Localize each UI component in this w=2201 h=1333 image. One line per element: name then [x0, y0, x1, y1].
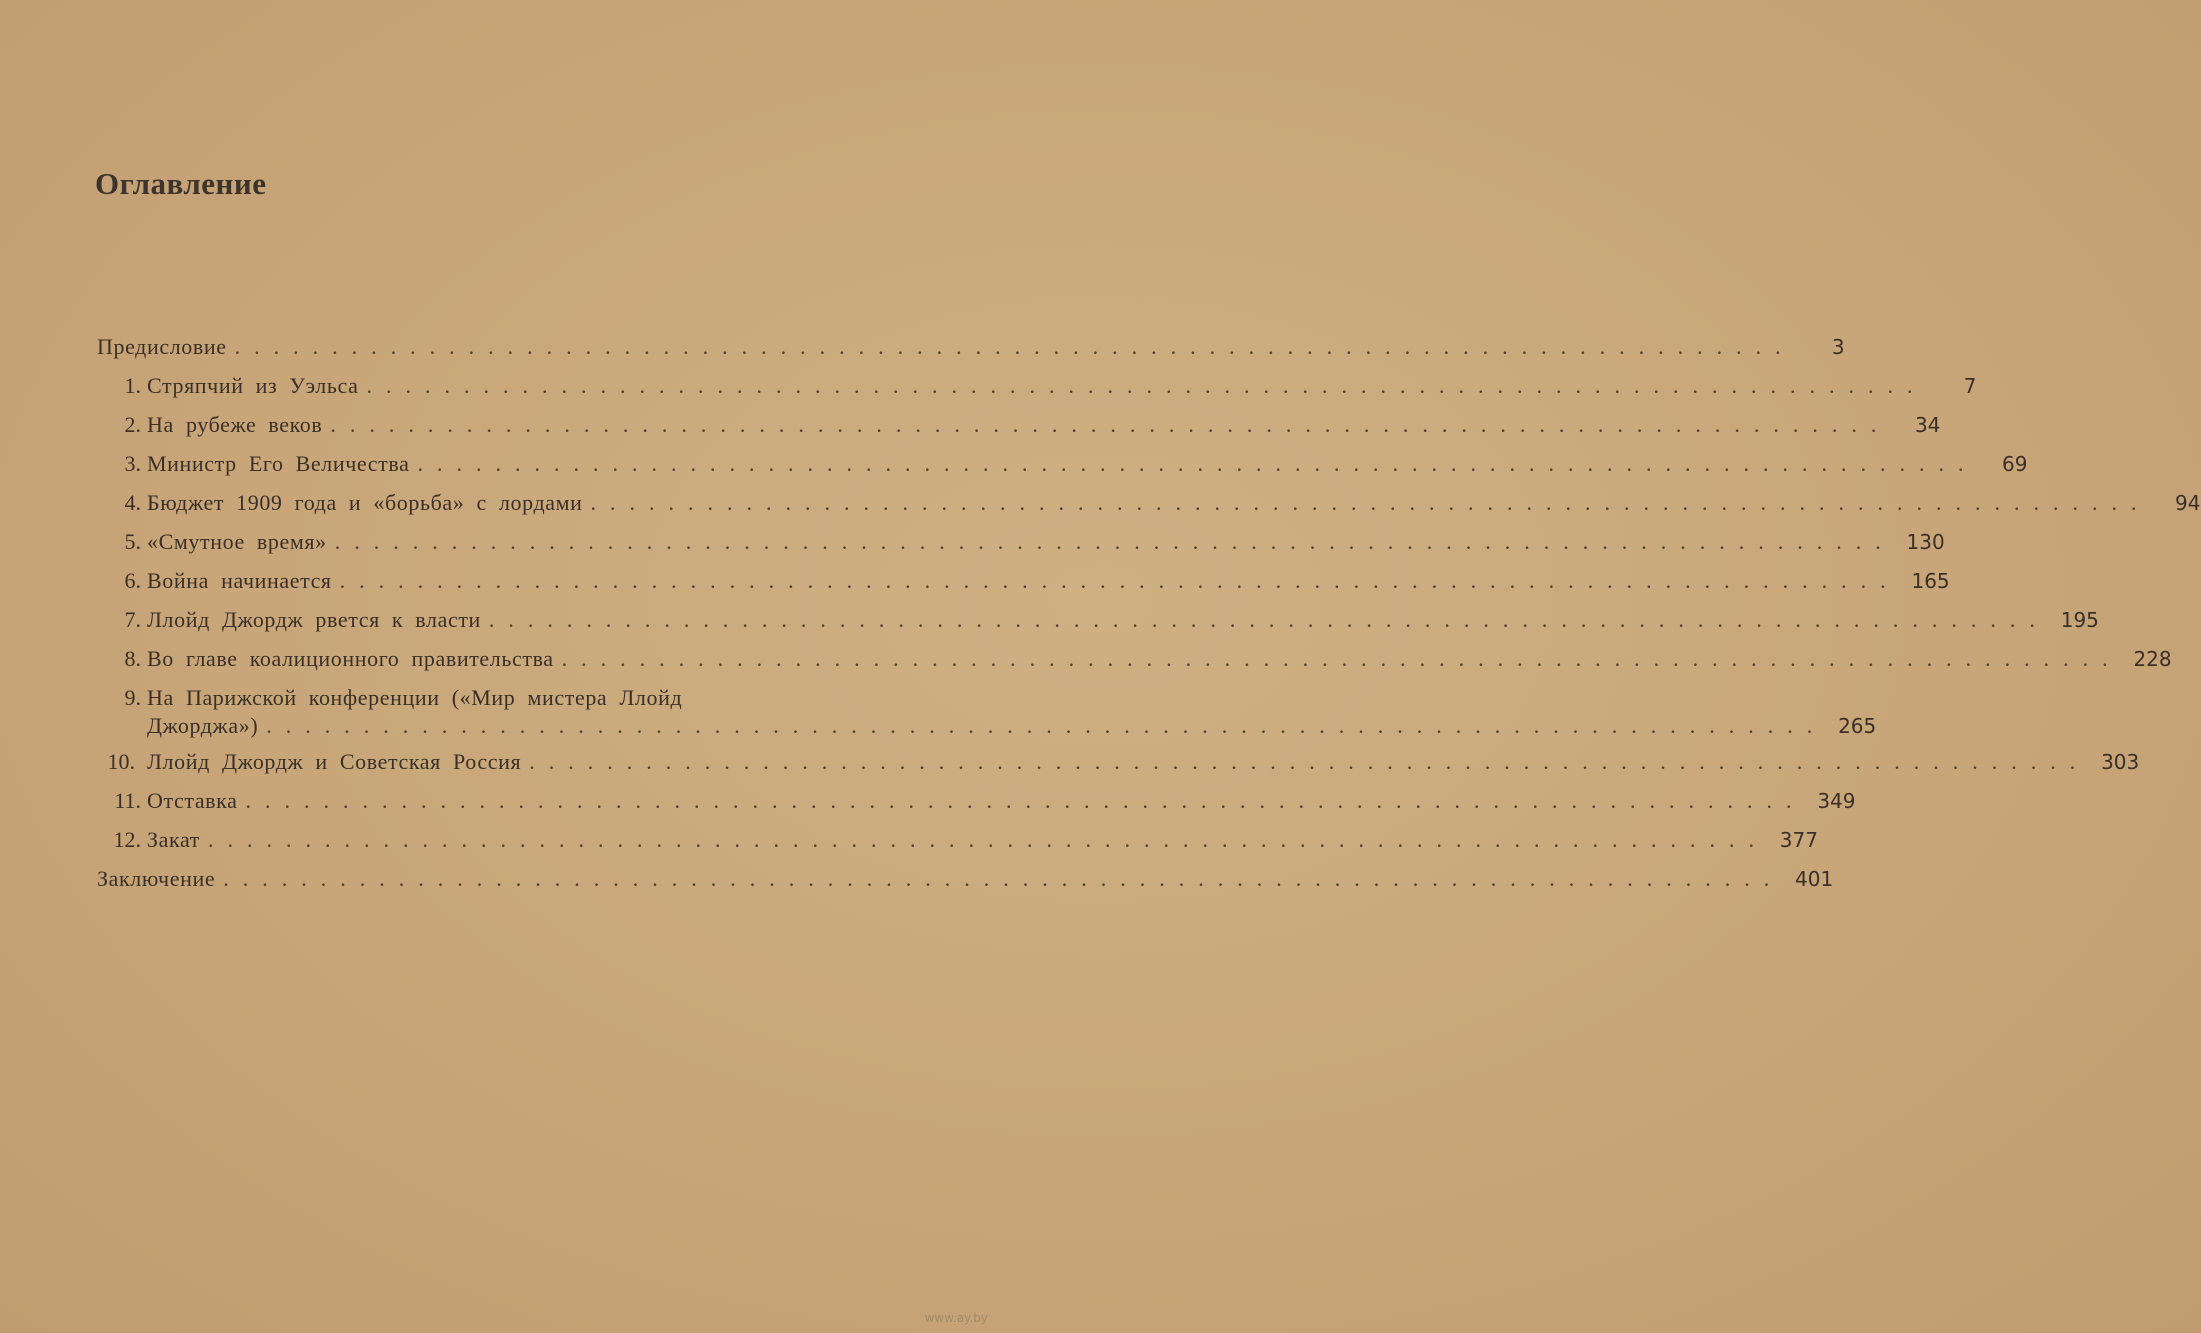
page-number: 3: [1831, 335, 1845, 359]
page-number: 228: [2133, 647, 2172, 671]
toc-entry: [97, 645, 2172, 684]
chapter-number: 3.: [124, 451, 141, 476]
page-number: 130: [1906, 530, 1945, 554]
toc-entry: [97, 528, 1945, 567]
dot-leader: ................................................................................: [590, 490, 2151, 515]
watermark: www.ay.by: [924, 1311, 988, 1325]
toc-entry: [97, 865, 1834, 904]
page-number: 7: [1963, 374, 1977, 398]
chapter-number: 5.: [124, 529, 141, 554]
chapter-number: 4.: [124, 490, 141, 515]
entry-title: «Смутное время»: [147, 529, 327, 554]
entry-title: Стряпчий из Уэльса: [147, 373, 359, 398]
entry-title: На рубеже веков: [147, 412, 323, 437]
chapter-number: 7.: [124, 607, 141, 632]
dot-leader: ................................................................................: [366, 373, 1927, 398]
dot-leader: ................................................................................: [245, 788, 1806, 813]
chapter-number: 6.: [124, 568, 141, 593]
entry-title: Бюджет 1909 года и «борьба» с лордами: [147, 490, 583, 515]
page-number: 401: [1795, 867, 1834, 891]
page-number: 94: [2175, 491, 2201, 515]
chapter-number: 10.: [107, 749, 135, 774]
chapter-number: 1.: [124, 373, 141, 398]
entry-title: Закат: [147, 827, 200, 852]
entry-title-cont: Джорджа»): [147, 713, 259, 738]
dot-leader: ................................................................................: [330, 412, 1891, 437]
page-number: 377: [1779, 828, 1818, 852]
page-number: 265: [1838, 714, 1877, 738]
toc-entry: [97, 333, 1845, 372]
page-title: Оглавление: [95, 166, 267, 201]
page-number: 69: [2002, 452, 2028, 476]
dot-leader: ................................................................................: [488, 607, 2049, 632]
toc-entry: [97, 606, 2099, 645]
entry-title: Война начинается: [147, 568, 332, 593]
page-number: 349: [1817, 789, 1856, 813]
toc-entry: [97, 372, 1977, 411]
page-number: 165: [1911, 569, 1950, 593]
dot-leader: ................................................................................: [234, 334, 1795, 359]
chapter-number: 9.: [124, 685, 141, 710]
page-number: 195: [2060, 608, 2099, 632]
dot-leader: ................................................................................: [417, 451, 1978, 476]
entry-title: Ллойд Джордж и Советская Россия: [147, 749, 522, 774]
toc-entry: [97, 411, 1941, 450]
entry-title: На Парижской конференции («Мир мистера Ллойд: [147, 685, 683, 710]
page-number: 303: [2101, 750, 2140, 774]
entry-title: Министр Его Величества: [147, 451, 410, 476]
page-number: 34: [1914, 413, 1941, 437]
chapter-number: 8.: [124, 646, 141, 671]
dot-leader: ................................................................................: [207, 827, 1768, 852]
table-of-contents: [97, 333, 2201, 904]
dot-leader: ................................................................................: [529, 749, 2090, 774]
toc-entry: [97, 489, 2201, 528]
dot-leader: ................................................................................: [266, 713, 1827, 738]
toc-entry: [97, 826, 1818, 865]
chapter-number: 2.: [124, 412, 141, 437]
chapter-number: 12.: [113, 827, 141, 852]
entry-title: Во главе коалиционного правительства: [147, 646, 554, 671]
dot-leader: ................................................................................: [339, 568, 1900, 593]
dot-leader: ................................................................................: [561, 646, 2122, 671]
toc-entry: [97, 748, 2140, 787]
entry-title: Заключение: [97, 866, 216, 891]
entry-title: Ллойд Джордж рвется к власти: [147, 607, 481, 632]
toc-entry: [97, 684, 1877, 748]
chapter-number: 11.: [114, 788, 141, 813]
entry-title: Предисловие: [97, 334, 227, 359]
toc-entry: [97, 567, 1950, 606]
dot-leader: ................................................................................: [223, 866, 1784, 891]
dot-leader: ................................................................................: [334, 529, 1895, 554]
toc-entry: [97, 450, 2028, 489]
entry-title: Отставка: [147, 788, 238, 813]
toc-entry: [97, 787, 1856, 826]
